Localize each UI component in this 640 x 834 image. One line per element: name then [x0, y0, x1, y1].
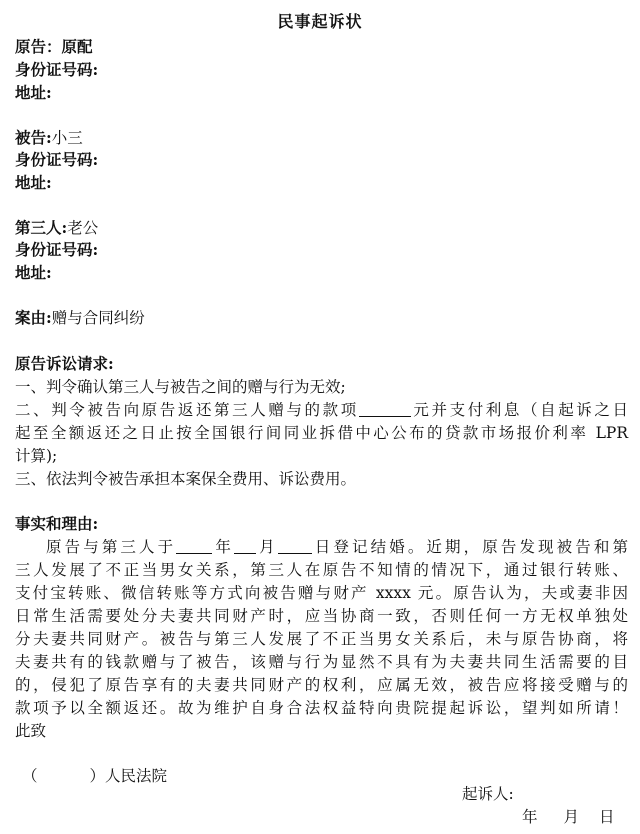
third-party-label: 第三人:: [15, 218, 68, 237]
day-blank: [278, 537, 312, 554]
plaintiff-line: [15, 35, 628, 59]
signature-label: 起诉人:: [462, 785, 514, 803]
claim-item-3: 三、依法判令被告承担本案保全费用、诉讼费用。: [15, 470, 357, 488]
defendant-address-label: 地址:: [15, 173, 52, 192]
facts-text-a: 原告与第三人于: [46, 538, 177, 556]
facts-line-8: 款项予以全额返还。故为维护自身合法权益特向贵院提起诉讼，望判如所请！: [15, 699, 628, 717]
case-cause-value: 赠与合同纠纷: [51, 309, 145, 327]
plaintiff-address-label: 地址:: [15, 83, 52, 102]
case-cause-label: 案由:: [15, 308, 52, 327]
claim-item-1: 一、判令确认第三人与被告之间的赠与行为无效;: [15, 378, 346, 396]
third-party-id-label: 身份证号码:: [15, 240, 99, 259]
closing-text: 此致: [15, 722, 47, 740]
defendant-line: [15, 126, 628, 150]
case-cause-line: [15, 306, 628, 330]
facts-text-b: 年: [212, 538, 234, 556]
defendant-name: 小三: [51, 129, 83, 147]
plaintiff-id-label: 身份证号码:: [15, 60, 99, 79]
facts-line-5: 分夫妻共同财产。被告与第三人发展了不正当男女关系后，未与原告协商，将: [15, 630, 628, 648]
plaintiff-label: 原告：: [15, 37, 62, 56]
facts-line-3: 支付宝转账、微信转账等方式向被告赠与财产 xxxx 元。原告认为，夫或妻非因: [15, 584, 628, 602]
defendant-label: 被告:: [15, 128, 52, 147]
signature-date: [522, 805, 628, 829]
facts-line-2: 三人发展了不正当男女关系，第三人在原告不知情的情况下，通过银行转账、: [15, 561, 628, 579]
third-party-name: 老公: [67, 219, 99, 237]
court-suffix: ）人民法院: [89, 767, 168, 785]
month-blank: [234, 537, 256, 554]
claim-item-2-line-3: 计算);: [15, 447, 58, 465]
facts-heading: 事实和理由:: [15, 514, 99, 533]
facts-line-7: 的，侵犯了原告享有的夫妻共同财产的权利，应属无效，被告应将接受赠与的: [15, 676, 628, 694]
claim-item-2: [15, 398, 628, 422]
court-open-paren: （: [22, 767, 38, 785]
third-party-address-label: 地址:: [15, 263, 52, 282]
facts-text-d: 日登记结婚。近期，原告发现被告和第: [311, 538, 628, 556]
facts-line-6: 夫妻共有的钱款赠与了被告，该赠与行为显然不具有为夫妻共同生活需要的目: [15, 653, 628, 671]
facts-line-4: 日常生活需要处分夫妻共同财产时，应当协商一致，否则任何一方无权单独处: [15, 607, 628, 625]
plaintiff-name: 原配: [61, 37, 93, 56]
document-title: 民事起诉状: [277, 12, 363, 31]
signature-day: 日: [599, 808, 615, 826]
defendant-id-label: 身份证号码:: [15, 150, 99, 169]
claim-item-2-text-a: 二、判令被告向原告返还第三人赠与的款项: [15, 401, 359, 419]
signature-year: 年: [522, 808, 538, 826]
facts-text-c: 月: [255, 538, 278, 556]
year-blank: [176, 537, 212, 554]
claims-heading: 原告诉讼请求:: [15, 354, 114, 373]
signature-month: 月: [563, 808, 580, 826]
claim-item-2-line-2: 起至全额返还之日止按全国银行间同业拆借中心公布的贷款市场报价利率 LPR: [15, 424, 628, 442]
amount-blank: [359, 400, 411, 417]
claim-item-2-text-b: 元并支付利息（自起诉之日: [410, 401, 628, 419]
facts-line-1: [46, 535, 628, 559]
third-party-line: [15, 216, 628, 240]
